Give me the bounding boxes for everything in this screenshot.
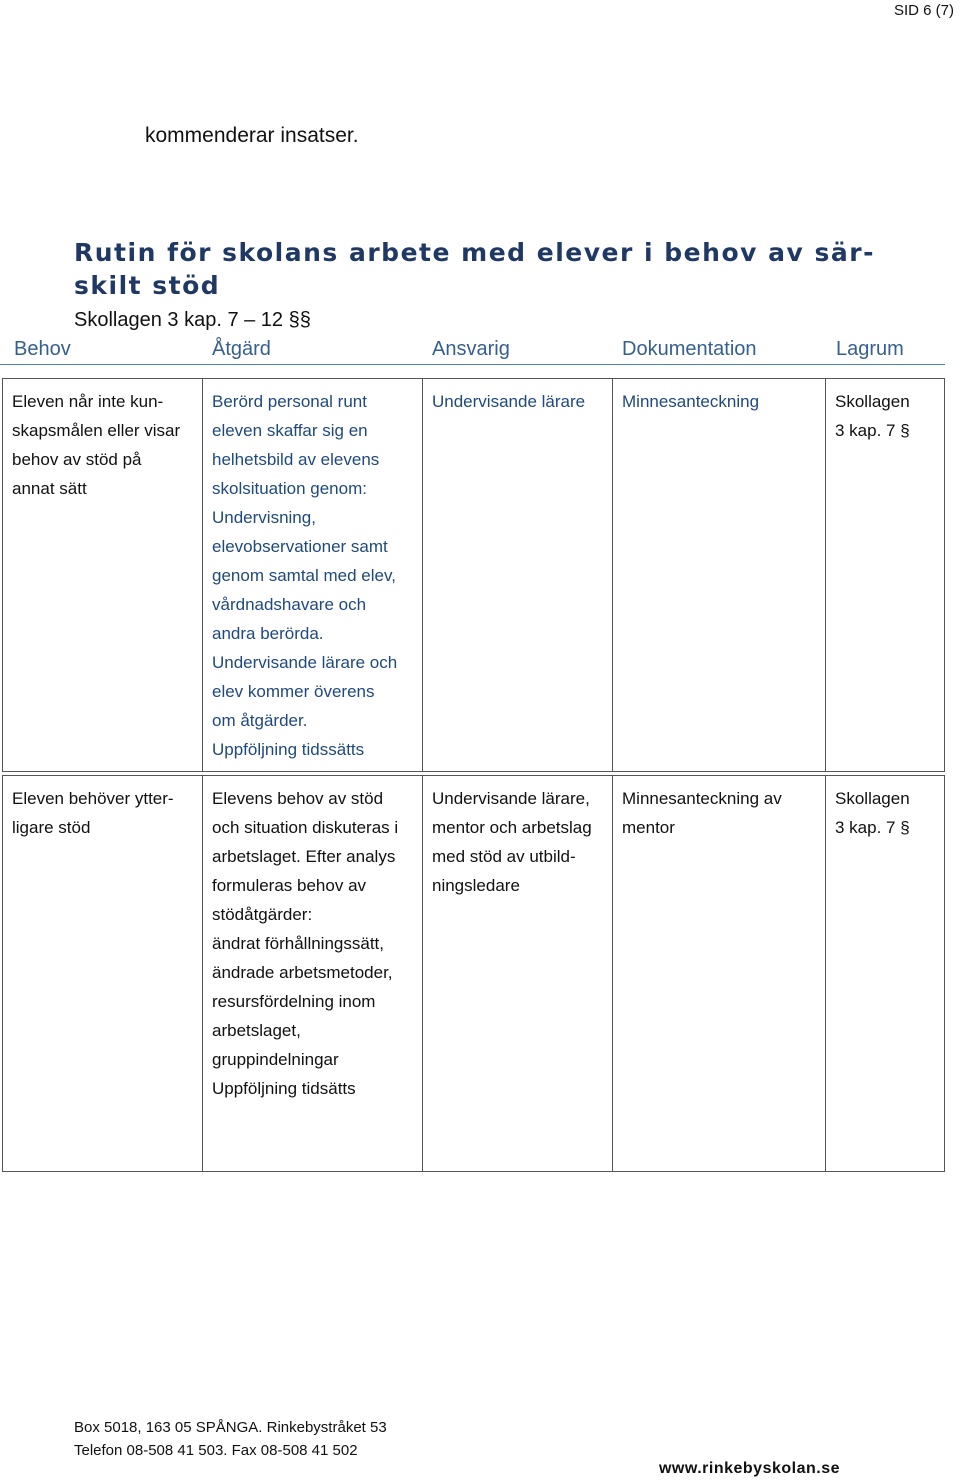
footer-phone: Telefon 08-508 41 503. Fax 08-508 41 502 — [74, 1442, 358, 1459]
cell-dokumentation: Minnesanteckning av mentor — [613, 776, 826, 1172]
routine-table-row-2 — [2, 775, 945, 1172]
page-number: SID 6 (7) — [893, 2, 954, 19]
cell-atgard: Elevens behov av stöd och situation diskuteras i arbetslaget. Efter analys formuleras behov av stödåtgärder: ändrat förhållningssätt, ändrade arbetsmetoder, resursfördelning inom arbetslaget, gruppindelningar Uppföljning tidsätts — [203, 776, 423, 1172]
footer-address: Box 5018, 163 05 SPÅNGA. Rinkebystråket 53 — [74, 1419, 387, 1436]
column-header-ansvarig: Ansvarig — [432, 338, 510, 360]
column-header-row — [0, 338, 945, 365]
document-title — [74, 236, 894, 302]
routine-table-row-1 — [2, 378, 945, 772]
cell-behov: Eleven når inte kun- skapsmålen eller visar behov av stöd på annat sätt — [3, 379, 203, 772]
cell-lagrum: Skollagen 3 kap. 7 § — [826, 776, 945, 1172]
title-line: skilt stöd — [74, 271, 221, 300]
title-line: Rutin för skolans arbete med elever i behov av sär- — [74, 238, 875, 267]
footer-website-link[interactable]: www.rinkebyskolan.se — [658, 1460, 840, 1477]
cell-dokumentation: Minnesanteckning — [613, 379, 826, 772]
cell-ansvarig: Undervisande lärare, mentor och arbetslag med stöd av utbild- ningsledare — [423, 776, 613, 1172]
cell-ansvarig: Undervisande lärare — [423, 379, 613, 772]
footer-contact — [74, 1416, 387, 1462]
law-reference: Skollagen 3 kap. 7 – 12 §§ — [74, 309, 311, 331]
column-header-dokumentation: Dokumentation — [622, 338, 757, 360]
column-header-behov: Behov — [14, 338, 71, 360]
column-header-atgard: Åtgärd — [212, 338, 271, 360]
intro-text: kommenderar insatser. — [145, 124, 359, 147]
column-header-lagrum: Lagrum — [836, 338, 904, 360]
cell-atgard: Berörd personal runt eleven skaffar sig en helhetsbild av elevens skolsituation genom: Undervisning, elevobservationer samt genom samtal med elev, vårdnadshavare och andra berörda. Undervisande lärare och elev kommer överens om åtgärder. Uppföljning tidssätts — [203, 379, 423, 772]
cell-behov: Eleven behöver ytter- ligare stöd — [3, 776, 203, 1172]
cell-lagrum: Skollagen 3 kap. 7 § — [826, 379, 945, 772]
